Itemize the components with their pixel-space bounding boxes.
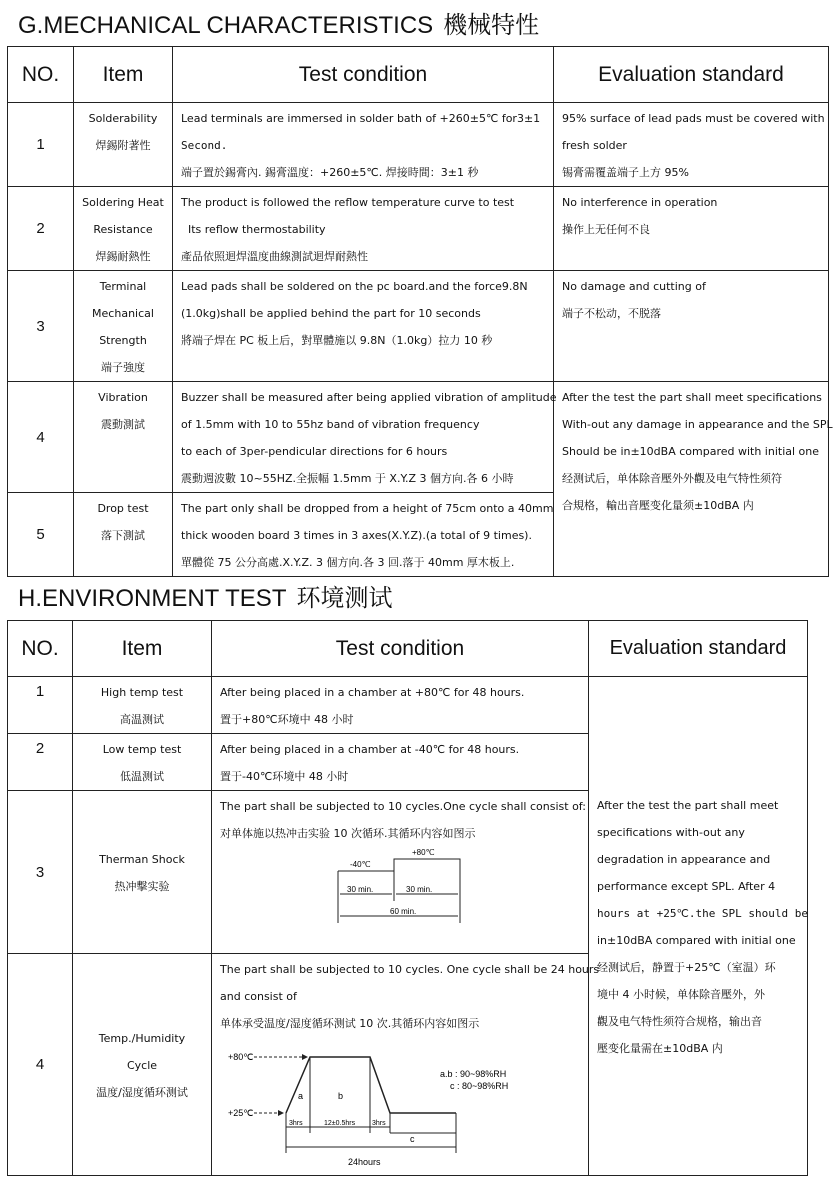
item-cell: Vibration 震動測試 — [74, 382, 173, 493]
low-temp-label: +25℃ — [228, 1108, 254, 1118]
total-time-label: 60 min. — [390, 907, 417, 916]
table-row — [8, 382, 829, 493]
header-item: Item — [74, 47, 173, 103]
phase-c-label: c — [410, 1134, 415, 1144]
mechanical-table — [7, 46, 833, 577]
header-no: NO. — [8, 47, 74, 103]
test-condition-cell: After being placed in a chamber at +80℃ for 48 hours. 置于+80℃环境中 48 小时 — [212, 677, 589, 734]
section-g-title-cn: 機械特性 — [443, 11, 540, 39]
row-number: 5 — [8, 493, 74, 577]
evaluation-cell: 95% surface of lead pads must be covered with fresh solder 锡膏需覆盖端子上方 95% — [554, 103, 829, 187]
test-condition-cell: Buzzer shall be measured after being applied vibration of amplitude of 1.5mm with 10 to 55hz band of vibration frequency to each of 3per-pendicular directions for 6 hours 震動週波數 10~55HZ.全振幅 1.5mm 于 X.Y.Z 3 個方向.各 6 小時 — [173, 382, 554, 493]
environment-table — [7, 620, 808, 1176]
item-cell: Drop test 落下測試 — [74, 493, 173, 577]
row-number: 1 — [8, 103, 74, 187]
arrow-head — [278, 1110, 284, 1116]
test-condition-cell: Lead pads shall be soldered on the pc board.and the force9.8N (1.0kg)shall be applied behind the part for 10 seconds 將端子焊在 PC 板上后，對單體施以 9.8N（1.0kg）拉力 10 秒 — [173, 271, 554, 382]
table-row — [8, 271, 829, 382]
time-2-label: 12±0.5hrs — [324, 1120, 356, 1127]
evaluation-cell: No interference in operation 操作上无任何不良 — [554, 187, 829, 271]
row-number: 4 — [8, 954, 73, 1176]
cycle-waveform — [286, 1057, 456, 1113]
evaluation-cell: After the test the part shall meet specifications with-out any degradation in appearance and performance except SPL. After 4 hours at +25℃.the SPL should be in±10dBA compared with initial one 经测试后，静置于+25℃（室温）环 境中 4 小时候，单体除音壓外，外 觀及电气特性须符合规格，输出音 壓变化量需在±10dBA 内 — [589, 677, 808, 1176]
item-cell: Terminal Mechanical Strength 端子強度 — [74, 271, 173, 382]
phase-b-label: b — [338, 1091, 344, 1101]
header-item: Item — [73, 621, 212, 677]
row-number: 2 — [8, 734, 73, 791]
row-number: 4 — [8, 382, 74, 493]
table-header-row — [8, 621, 808, 677]
high-temp-label: +80℃ — [228, 1052, 254, 1062]
phase-a-label: a — [298, 1091, 304, 1101]
header-evaluation-standard: Evaluation standard — [554, 47, 829, 103]
row-number: 2 — [8, 187, 74, 271]
test-condition-cell: The part shall be subjected to 10 cycles.One cycle shall consist of: 对单体施以热冲击实验 10 次循环.其循环内容如图示 -40℃ +80℃ 30 min. 30 min. 60 min. — [212, 791, 589, 954]
header-test-condition: Test condition — [173, 47, 554, 103]
c-humidity-note: c : 80~98%RH — [450, 1081, 509, 1091]
arrow-head — [302, 1054, 308, 1060]
ab-humidity-note: a.b : 90~98%RH — [440, 1069, 507, 1079]
item-cell: Therman Shock 热冲擊实验 — [73, 791, 212, 954]
test-condition-cell: The product is followed the reflow temperature curve to test Its reflow thermostability 產品依照迴焊溫度曲線測試迴焊耐熱性 — [173, 187, 554, 271]
test-condition-cell: Lead terminals are immersed in solder bath of +260±5℃ for3±1 Second. 端子置於錫膏內. 錫膏溫度：+260±5℃. 焊接時間：3±1 秒 — [173, 103, 554, 187]
section-g-title: G.MECHANICAL CHARACTERISTICS 機械特性 — [18, 11, 540, 39]
evaluation-cell: No damage and cutting of 端子不松动，不脱落 — [554, 271, 829, 382]
section-h-title: H.ENVIRONMENT TEST 环境测试 — [18, 584, 393, 612]
low-temp-label: -40℃ — [350, 860, 371, 869]
header-test-condition: Test condition — [212, 621, 589, 677]
item-cell: High temp test 高温测试 — [73, 677, 212, 734]
temp-humidity-cycle-diagram — [220, 1037, 580, 1171]
row-number: 1 — [8, 677, 73, 734]
item-cell: Low temp test 低温测试 — [73, 734, 212, 791]
table-row — [8, 103, 829, 187]
total-time-label: 24hours — [348, 1157, 381, 1167]
item-cell: Temp./Humidity Cycle 温度/湿度循环测试 — [73, 954, 212, 1176]
row-number: 3 — [8, 791, 73, 954]
evaluation-cell: After the test the part shall meet specifications With-out any damage in appearance and the SPL Should be in±10dBA compared with initial one 经测试后，单体除音壓外外觀及电气特性须符 合規格，輸出音壓变化量须±10dBA 内 — [554, 382, 829, 577]
test-condition-cell: The part shall be subjected to 10 cycles. One cycle shall be 24 hours and consist of 单体承受温度/湿度循环测试 10 次.其循环内容如图示 +80℃ +25℃ a b c a.b : 90~98%RH c : 80~98%RH 3hrs 12±0.5hrs 3hrs 24hours — [212, 954, 589, 1176]
time-3-label: 3hrs — [372, 1120, 386, 1127]
table-row — [8, 677, 808, 734]
header-evaluation-standard: Evaluation standard — [589, 621, 808, 677]
table-row — [8, 187, 829, 271]
test-condition-cell: After being placed in a chamber at -40℃ for 48 hours. 置于-40℃环境中 48 小时 — [212, 734, 589, 791]
section-h-title-cn: 环境测试 — [296, 584, 393, 612]
row-number: 3 — [8, 271, 74, 382]
thermal-shock-diagram — [220, 847, 580, 929]
table-header-row — [8, 47, 829, 103]
header-no: NO. — [8, 621, 73, 677]
segment-1-label: 30 min. — [347, 885, 374, 894]
time-1-label: 3hrs — [289, 1120, 303, 1127]
high-temp-label: +80℃ — [412, 848, 435, 857]
item-cell: Solderability 焊錫附著性 — [74, 103, 173, 187]
test-condition-cell: The part only shall be dropped from a height of 75cm onto a 40mm thick wooden board 3 times in 3 axes(X.Y.Z).(a total of 9 times). 單體從 75 公分高處.X.Y.Z. 3 個方向.各 3 回.落于 40mm 厚木板上. — [173, 493, 554, 577]
segment-2-label: 30 min. — [406, 885, 433, 894]
item-cell: Soldering Heat Resistance 焊錫耐熱性 — [74, 187, 173, 271]
